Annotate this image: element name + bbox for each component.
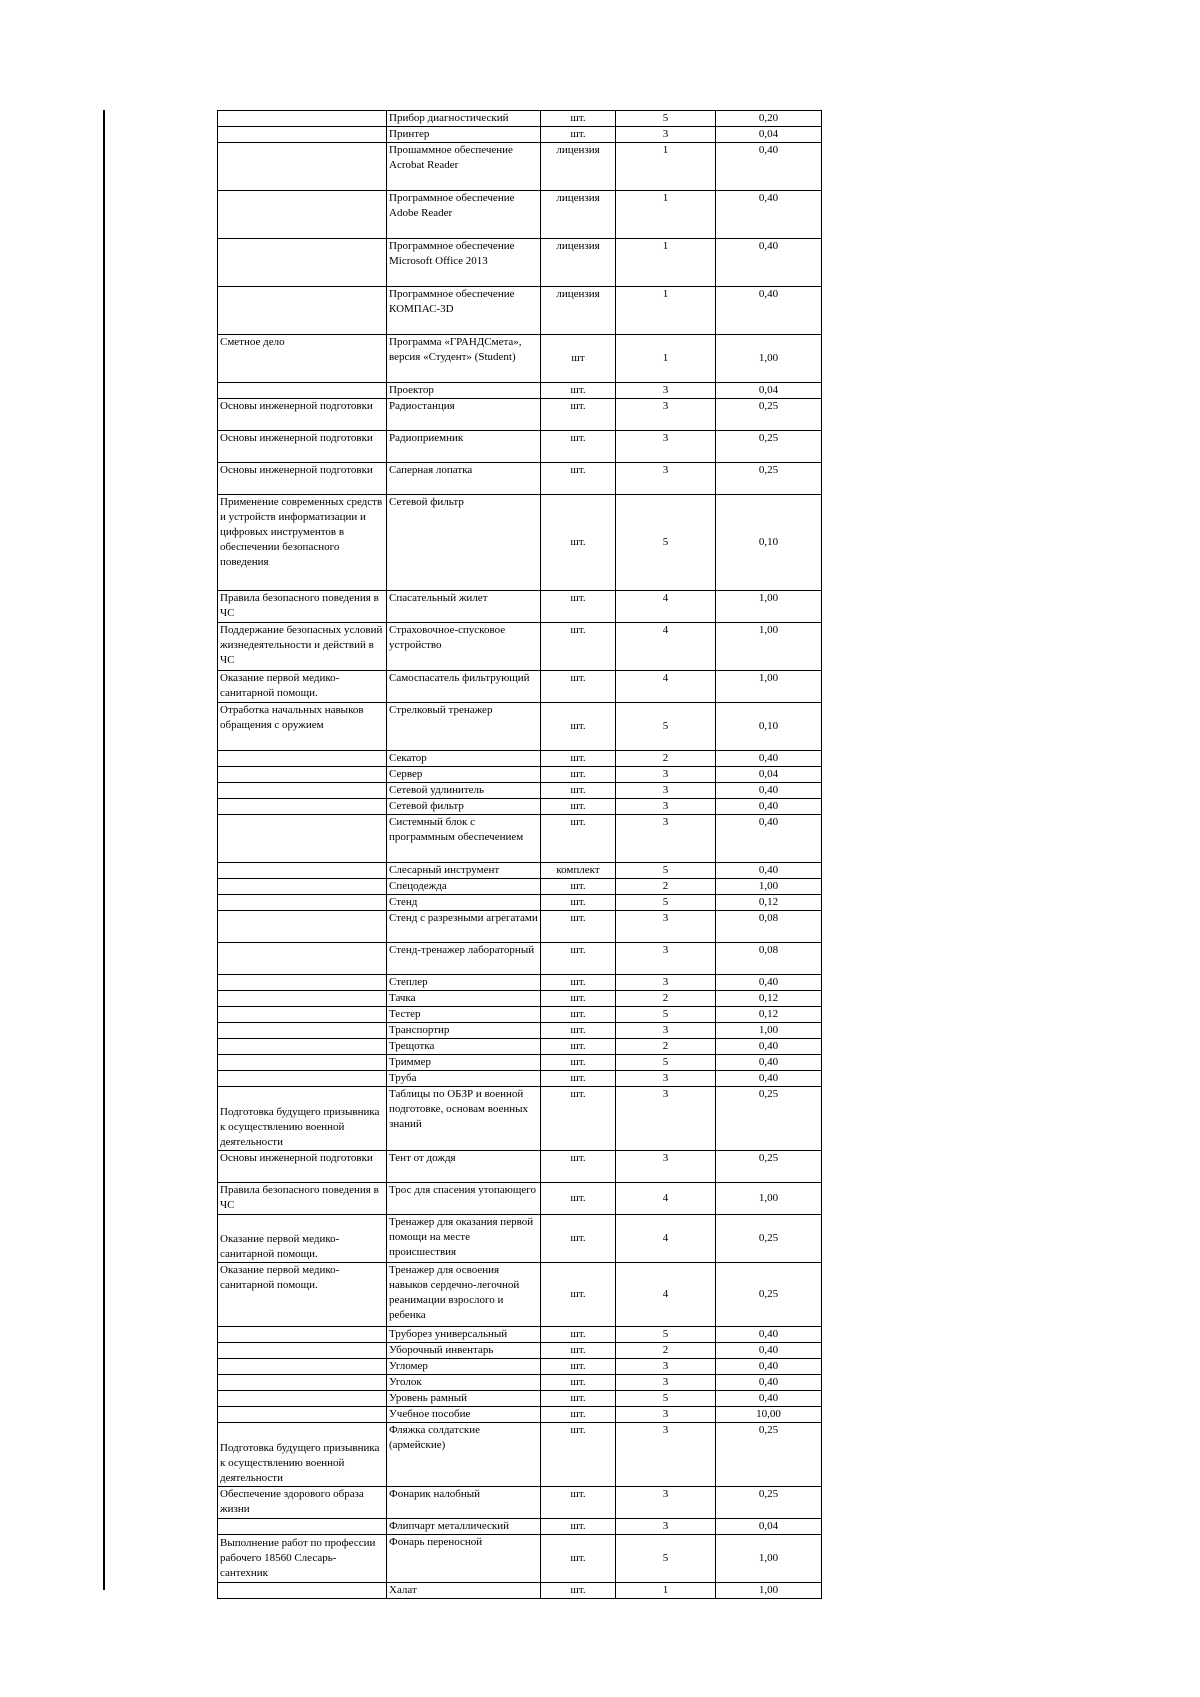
item-name-cell: Тачка (387, 991, 541, 1007)
quantity-cell: 1 (616, 191, 716, 239)
equipment-table (217, 110, 822, 1599)
page-margin-line (103, 110, 105, 1590)
value-cell: 0,20 (716, 111, 822, 127)
value-cell: 0,25 (716, 399, 822, 431)
item-name-cell: Фонарь переносной (387, 1535, 541, 1583)
item-name-cell: Сетевой фильтр (387, 799, 541, 815)
discipline-cell (218, 1519, 387, 1535)
table-row (218, 1343, 822, 1359)
unit-cell: лицензия (541, 239, 616, 287)
value-cell: 0,40 (716, 1359, 822, 1375)
discipline-cell: Оказание первой медико-санитарной помощи. (218, 671, 387, 703)
value-cell: 0,25 (716, 1151, 822, 1183)
value-cell: 0,25 (716, 1423, 822, 1487)
value-cell: 0,40 (716, 863, 822, 879)
value-cell: 1,00 (716, 1583, 822, 1599)
value-cell: 0,40 (716, 815, 822, 863)
discipline-cell (218, 783, 387, 799)
item-name-cell: Учебное пособие (387, 1407, 541, 1423)
value-cell: 0,40 (716, 1327, 822, 1343)
item-name-cell: Сетевой фильтр (387, 495, 541, 591)
item-name-cell: Радиоприемник (387, 431, 541, 463)
quantity-cell: 5 (616, 703, 716, 751)
unit-cell: шт. (541, 1007, 616, 1023)
discipline-cell (218, 239, 387, 287)
unit-cell: шт. (541, 703, 616, 751)
table-row (218, 463, 822, 495)
value-cell: 0,04 (716, 767, 822, 783)
item-name-cell: Тент от дождя (387, 1151, 541, 1183)
discipline-cell (218, 975, 387, 991)
discipline-cell (218, 1391, 387, 1407)
quantity-cell: 2 (616, 1039, 716, 1055)
table-row (218, 287, 822, 335)
value-cell: 1,00 (716, 623, 822, 671)
item-name-cell: Трещотка (387, 1039, 541, 1055)
unit-cell: шт. (541, 1487, 616, 1519)
table-row (218, 879, 822, 895)
quantity-cell: 4 (616, 1263, 716, 1327)
discipline-cell (218, 127, 387, 143)
discipline-cell (218, 1375, 387, 1391)
unit-cell: шт. (541, 1039, 616, 1055)
unit-cell: шт. (541, 1343, 616, 1359)
unit-cell: шт. (541, 1327, 616, 1343)
value-cell: 0,25 (716, 431, 822, 463)
table-row (218, 815, 822, 863)
unit-cell: шт. (541, 783, 616, 799)
value-cell: 0,40 (716, 143, 822, 191)
item-name-cell: Стенд-тренажер лабораторный (387, 943, 541, 975)
quantity-cell: 1 (616, 335, 716, 383)
item-name-cell: Стенд с разрезными агрегатами (387, 911, 541, 943)
table-row (218, 1215, 822, 1263)
discipline-cell (218, 751, 387, 767)
quantity-cell: 5 (616, 111, 716, 127)
item-name-cell: Программное обеспечение Microsoft Office 2013 (387, 239, 541, 287)
value-cell: 0,25 (716, 1215, 822, 1263)
value-cell: 0,40 (716, 191, 822, 239)
discipline-cell (218, 911, 387, 943)
item-name-cell: Радиостанция (387, 399, 541, 431)
value-cell: 0,40 (716, 1071, 822, 1087)
item-name-cell: Стенд (387, 895, 541, 911)
value-cell: 0,10 (716, 495, 822, 591)
unit-cell: шт. (541, 1151, 616, 1183)
quantity-cell: 1 (616, 287, 716, 335)
discipline-cell (218, 991, 387, 1007)
quantity-cell: 4 (616, 623, 716, 671)
item-name-cell: Транспортир (387, 1023, 541, 1039)
quantity-cell: 1 (616, 239, 716, 287)
item-name-cell: Программа «ГРАНДСмета», версия «Студент» (Student) (387, 335, 541, 383)
quantity-cell: 3 (616, 975, 716, 991)
table-row (218, 191, 822, 239)
item-name-cell: Прибор диагностический (387, 111, 541, 127)
table-row (218, 335, 822, 383)
item-name-cell: Проектор (387, 383, 541, 399)
table-row (218, 703, 822, 751)
unit-cell: шт. (541, 1407, 616, 1423)
table-row (218, 671, 822, 703)
table-row (218, 1391, 822, 1407)
quantity-cell: 2 (616, 991, 716, 1007)
discipline-cell: Основы инженерной подготовки (218, 463, 387, 495)
item-name-cell: Спецодежда (387, 879, 541, 895)
value-cell: 0,40 (716, 975, 822, 991)
quantity-cell: 2 (616, 751, 716, 767)
table-row (218, 943, 822, 975)
quantity-cell: 3 (616, 1519, 716, 1535)
item-name-cell: Тренажер для освоения навыков сердечно-легочной реанимации взрослого и ребенка (387, 1263, 541, 1327)
value-cell: 0,25 (716, 463, 822, 495)
unit-cell: шт. (541, 383, 616, 399)
value-cell: 1,00 (716, 1023, 822, 1039)
quantity-cell: 4 (616, 1215, 716, 1263)
quantity-cell: 3 (616, 1087, 716, 1151)
discipline-cell: Подготовка будущего призывника к осуществлению военной деятельности (218, 1087, 387, 1151)
table-row (218, 1519, 822, 1535)
quantity-cell: 5 (616, 1007, 716, 1023)
discipline-cell (218, 287, 387, 335)
discipline-cell (218, 1071, 387, 1087)
discipline-cell: Оказание первой медико-санитарной помощи. (218, 1263, 387, 1327)
quantity-cell: 3 (616, 1423, 716, 1487)
table-row (218, 1183, 822, 1215)
table-row (218, 1087, 822, 1151)
item-name-cell: Угломер (387, 1359, 541, 1375)
item-name-cell: Триммер (387, 1055, 541, 1071)
item-name-cell: Фляжка солдатские (армейские) (387, 1423, 541, 1487)
unit-cell: шт. (541, 463, 616, 495)
discipline-cell (218, 1407, 387, 1423)
item-name-cell: Уровень рамный (387, 1391, 541, 1407)
value-cell: 0,25 (716, 1087, 822, 1151)
quantity-cell: 3 (616, 767, 716, 783)
value-cell: 0,04 (716, 1519, 822, 1535)
discipline-cell: Обеспечение здорового образа жизни (218, 1487, 387, 1519)
table-row (218, 495, 822, 591)
quantity-cell: 4 (616, 591, 716, 623)
table-row (218, 1407, 822, 1423)
quantity-cell: 3 (616, 1023, 716, 1039)
quantity-cell: 5 (616, 863, 716, 879)
quantity-cell: 1 (616, 1583, 716, 1599)
unit-cell: шт. (541, 623, 616, 671)
unit-cell: шт. (541, 1183, 616, 1215)
value-cell: 0,40 (716, 1039, 822, 1055)
quantity-cell: 1 (616, 143, 716, 191)
unit-cell: шт. (541, 127, 616, 143)
discipline-cell (218, 383, 387, 399)
table-row (218, 399, 822, 431)
table-row (218, 1535, 822, 1583)
item-name-cell: Уголок (387, 1375, 541, 1391)
table-row (218, 799, 822, 815)
discipline-cell (218, 815, 387, 863)
quantity-cell: 2 (616, 879, 716, 895)
unit-cell: шт (541, 335, 616, 383)
value-cell: 0,10 (716, 703, 822, 751)
table-row (218, 127, 822, 143)
quantity-cell: 3 (616, 383, 716, 399)
unit-cell: шт. (541, 1375, 616, 1391)
item-name-cell: Уборочный инвентарь (387, 1343, 541, 1359)
table-row (218, 975, 822, 991)
unit-cell: шт. (541, 1359, 616, 1375)
table-row (218, 1039, 822, 1055)
table-row (218, 1359, 822, 1375)
quantity-cell: 3 (616, 943, 716, 975)
value-cell: 0,04 (716, 127, 822, 143)
quantity-cell: 3 (616, 1487, 716, 1519)
unit-cell: шт. (541, 1263, 616, 1327)
discipline-cell (218, 895, 387, 911)
discipline-cell (218, 1007, 387, 1023)
value-cell: 0,40 (716, 783, 822, 799)
item-name-cell: Сервер (387, 767, 541, 783)
quantity-cell: 3 (616, 1071, 716, 1087)
unit-cell: комплект (541, 863, 616, 879)
value-cell: 0,12 (716, 991, 822, 1007)
unit-cell: шт. (541, 895, 616, 911)
value-cell: 0,40 (716, 1391, 822, 1407)
unit-cell: шт. (541, 975, 616, 991)
unit-cell: шт. (541, 591, 616, 623)
discipline-cell: Правила безопасного поведения в ЧС (218, 1183, 387, 1215)
item-name-cell: Сетевой удлинитель (387, 783, 541, 799)
quantity-cell: 5 (616, 1391, 716, 1407)
discipline-cell (218, 1327, 387, 1343)
discipline-cell (218, 111, 387, 127)
unit-cell: шт. (541, 751, 616, 767)
item-name-cell: Спасательный жилет (387, 591, 541, 623)
value-cell: 0,40 (716, 1343, 822, 1359)
discipline-cell (218, 1583, 387, 1599)
unit-cell: шт. (541, 431, 616, 463)
value-cell: 10,00 (716, 1407, 822, 1423)
discipline-cell: Основы инженерной подготовки (218, 399, 387, 431)
value-cell: 1,00 (716, 671, 822, 703)
table-row (218, 431, 822, 463)
item-name-cell: Саперная лопатка (387, 463, 541, 495)
quantity-cell: 4 (616, 671, 716, 703)
table-row (218, 111, 822, 127)
item-name-cell: Слесарный инструмент (387, 863, 541, 879)
unit-cell: шт. (541, 1071, 616, 1087)
discipline-cell (218, 1039, 387, 1055)
table-row (218, 1375, 822, 1391)
table-row (218, 143, 822, 191)
value-cell: 0,08 (716, 943, 822, 975)
quantity-cell: 3 (616, 815, 716, 863)
quantity-cell: 3 (616, 463, 716, 495)
item-name-cell: Халат (387, 1583, 541, 1599)
discipline-cell: Сметное дело (218, 335, 387, 383)
value-cell: 0,40 (716, 1375, 822, 1391)
item-name-cell: Труборез универсальный (387, 1327, 541, 1343)
value-cell: 0,12 (716, 1007, 822, 1023)
equipment-table-body (218, 111, 822, 1599)
quantity-cell: 3 (616, 911, 716, 943)
table-row (218, 1007, 822, 1023)
unit-cell: шт. (541, 111, 616, 127)
table-row (218, 863, 822, 879)
item-name-cell: Флипчарт металлический (387, 1519, 541, 1535)
value-cell: 1,00 (716, 1183, 822, 1215)
discipline-cell (218, 863, 387, 879)
table-row (218, 911, 822, 943)
unit-cell: шт. (541, 767, 616, 783)
unit-cell: шт. (541, 879, 616, 895)
discipline-cell (218, 1359, 387, 1375)
unit-cell: лицензия (541, 191, 616, 239)
discipline-cell (218, 191, 387, 239)
discipline-cell: Подготовка будущего призывника к осуществлению военной деятельности (218, 1423, 387, 1487)
unit-cell: шт. (541, 1583, 616, 1599)
unit-cell: шт. (541, 1519, 616, 1535)
quantity-cell: 3 (616, 1359, 716, 1375)
value-cell: 0,08 (716, 911, 822, 943)
quantity-cell: 3 (616, 1407, 716, 1423)
unit-cell: шт. (541, 991, 616, 1007)
unit-cell: шт. (541, 1023, 616, 1039)
discipline-cell: Правила безопасного поведения в ЧС (218, 591, 387, 623)
item-name-cell: Тренажер для оказания первой помощи на месте происшествия (387, 1215, 541, 1263)
discipline-cell (218, 799, 387, 815)
table-row (218, 991, 822, 1007)
unit-cell: шт. (541, 1087, 616, 1151)
item-name-cell: Самоспасатель фильтрующий (387, 671, 541, 703)
discipline-cell: Оказание первой медико-санитарной помощи. (218, 1215, 387, 1263)
item-name-cell: Программное обеспечение Adobe Reader (387, 191, 541, 239)
discipline-cell (218, 1023, 387, 1039)
discipline-cell (218, 943, 387, 975)
quantity-cell: 5 (616, 895, 716, 911)
value-cell: 0,04 (716, 383, 822, 399)
table-row (218, 1263, 822, 1327)
table-row (218, 895, 822, 911)
unit-cell: шт. (541, 1535, 616, 1583)
table-row (218, 1023, 822, 1039)
value-cell: 0,25 (716, 1263, 822, 1327)
unit-cell: шт. (541, 399, 616, 431)
quantity-cell: 5 (616, 1535, 716, 1583)
quantity-cell: 3 (616, 799, 716, 815)
quantity-cell: 5 (616, 495, 716, 591)
unit-cell: шт. (541, 495, 616, 591)
item-name-cell: Фонарик налобный (387, 1487, 541, 1519)
item-name-cell: Трос для спасения утопающего (387, 1183, 541, 1215)
table-row (218, 591, 822, 623)
item-name-cell: Программное обеспечение КОМПАС-3D (387, 287, 541, 335)
item-name-cell: Степлер (387, 975, 541, 991)
quantity-cell: 3 (616, 1375, 716, 1391)
table-row (218, 1055, 822, 1071)
quantity-cell: 3 (616, 783, 716, 799)
unit-cell: лицензия (541, 143, 616, 191)
unit-cell: шт. (541, 1215, 616, 1263)
discipline-cell: Отработка начальных навыков обращения с оружием (218, 703, 387, 751)
item-name-cell: Таблицы по ОБЗР и военной подготовке, основам военных знаний (387, 1087, 541, 1151)
quantity-cell: 4 (616, 1183, 716, 1215)
value-cell: 1,00 (716, 335, 822, 383)
quantity-cell: 3 (616, 127, 716, 143)
table-row (218, 1487, 822, 1519)
discipline-cell (218, 1343, 387, 1359)
item-name-cell: Прошаммное обеспечение Acrobat Reader (387, 143, 541, 191)
table-row (218, 1071, 822, 1087)
table-row (218, 623, 822, 671)
value-cell: 1,00 (716, 879, 822, 895)
unit-cell: шт. (541, 943, 616, 975)
quantity-cell: 5 (616, 1327, 716, 1343)
discipline-cell (218, 767, 387, 783)
quantity-cell: 3 (616, 399, 716, 431)
discipline-cell (218, 879, 387, 895)
discipline-cell (218, 143, 387, 191)
table-row (218, 751, 822, 767)
table-row (218, 767, 822, 783)
item-name-cell: Системный блок с программным обеспечением (387, 815, 541, 863)
unit-cell: лицензия (541, 287, 616, 335)
value-cell: 1,00 (716, 1535, 822, 1583)
item-name-cell: Стрелковый тренажер (387, 703, 541, 751)
discipline-cell: Основы инженерной подготовки (218, 1151, 387, 1183)
quantity-cell: 5 (616, 1055, 716, 1071)
table-row (218, 1151, 822, 1183)
unit-cell: шт. (541, 1391, 616, 1407)
unit-cell: шт. (541, 1055, 616, 1071)
discipline-cell (218, 1055, 387, 1071)
value-cell: 0,40 (716, 799, 822, 815)
quantity-cell: 2 (616, 1343, 716, 1359)
discipline-cell: Применение современных средств и устройств информатизации и цифровых инструментов в обеспечении безопасного поведения (218, 495, 387, 591)
item-name-cell: Секатор (387, 751, 541, 767)
table-row (218, 783, 822, 799)
discipline-cell: Поддержание безопасных условий жизнедеятельности и действий в ЧС (218, 623, 387, 671)
item-name-cell: Страховочное-спусковое устройство (387, 623, 541, 671)
value-cell: 0,40 (716, 287, 822, 335)
discipline-cell: Выполнение работ по профессии рабочего 18560 Слесарь-сантехник (218, 1535, 387, 1583)
value-cell: 1,00 (716, 591, 822, 623)
unit-cell: шт. (541, 815, 616, 863)
unit-cell: шт. (541, 671, 616, 703)
item-name-cell: Принтер (387, 127, 541, 143)
item-name-cell: Труба (387, 1071, 541, 1087)
value-cell: 0,40 (716, 751, 822, 767)
value-cell: 0,25 (716, 1487, 822, 1519)
item-name-cell: Тестер (387, 1007, 541, 1023)
value-cell: 0,12 (716, 895, 822, 911)
table-row (218, 1583, 822, 1599)
unit-cell: шт. (541, 911, 616, 943)
table-row (218, 1423, 822, 1487)
table-row (218, 1327, 822, 1343)
quantity-cell: 3 (616, 431, 716, 463)
table-row (218, 383, 822, 399)
discipline-cell: Основы инженерной подготовки (218, 431, 387, 463)
value-cell: 0,40 (716, 239, 822, 287)
unit-cell: шт. (541, 799, 616, 815)
quantity-cell: 3 (616, 1151, 716, 1183)
value-cell: 0,40 (716, 1055, 822, 1071)
table-row (218, 239, 822, 287)
unit-cell: шт. (541, 1423, 616, 1487)
